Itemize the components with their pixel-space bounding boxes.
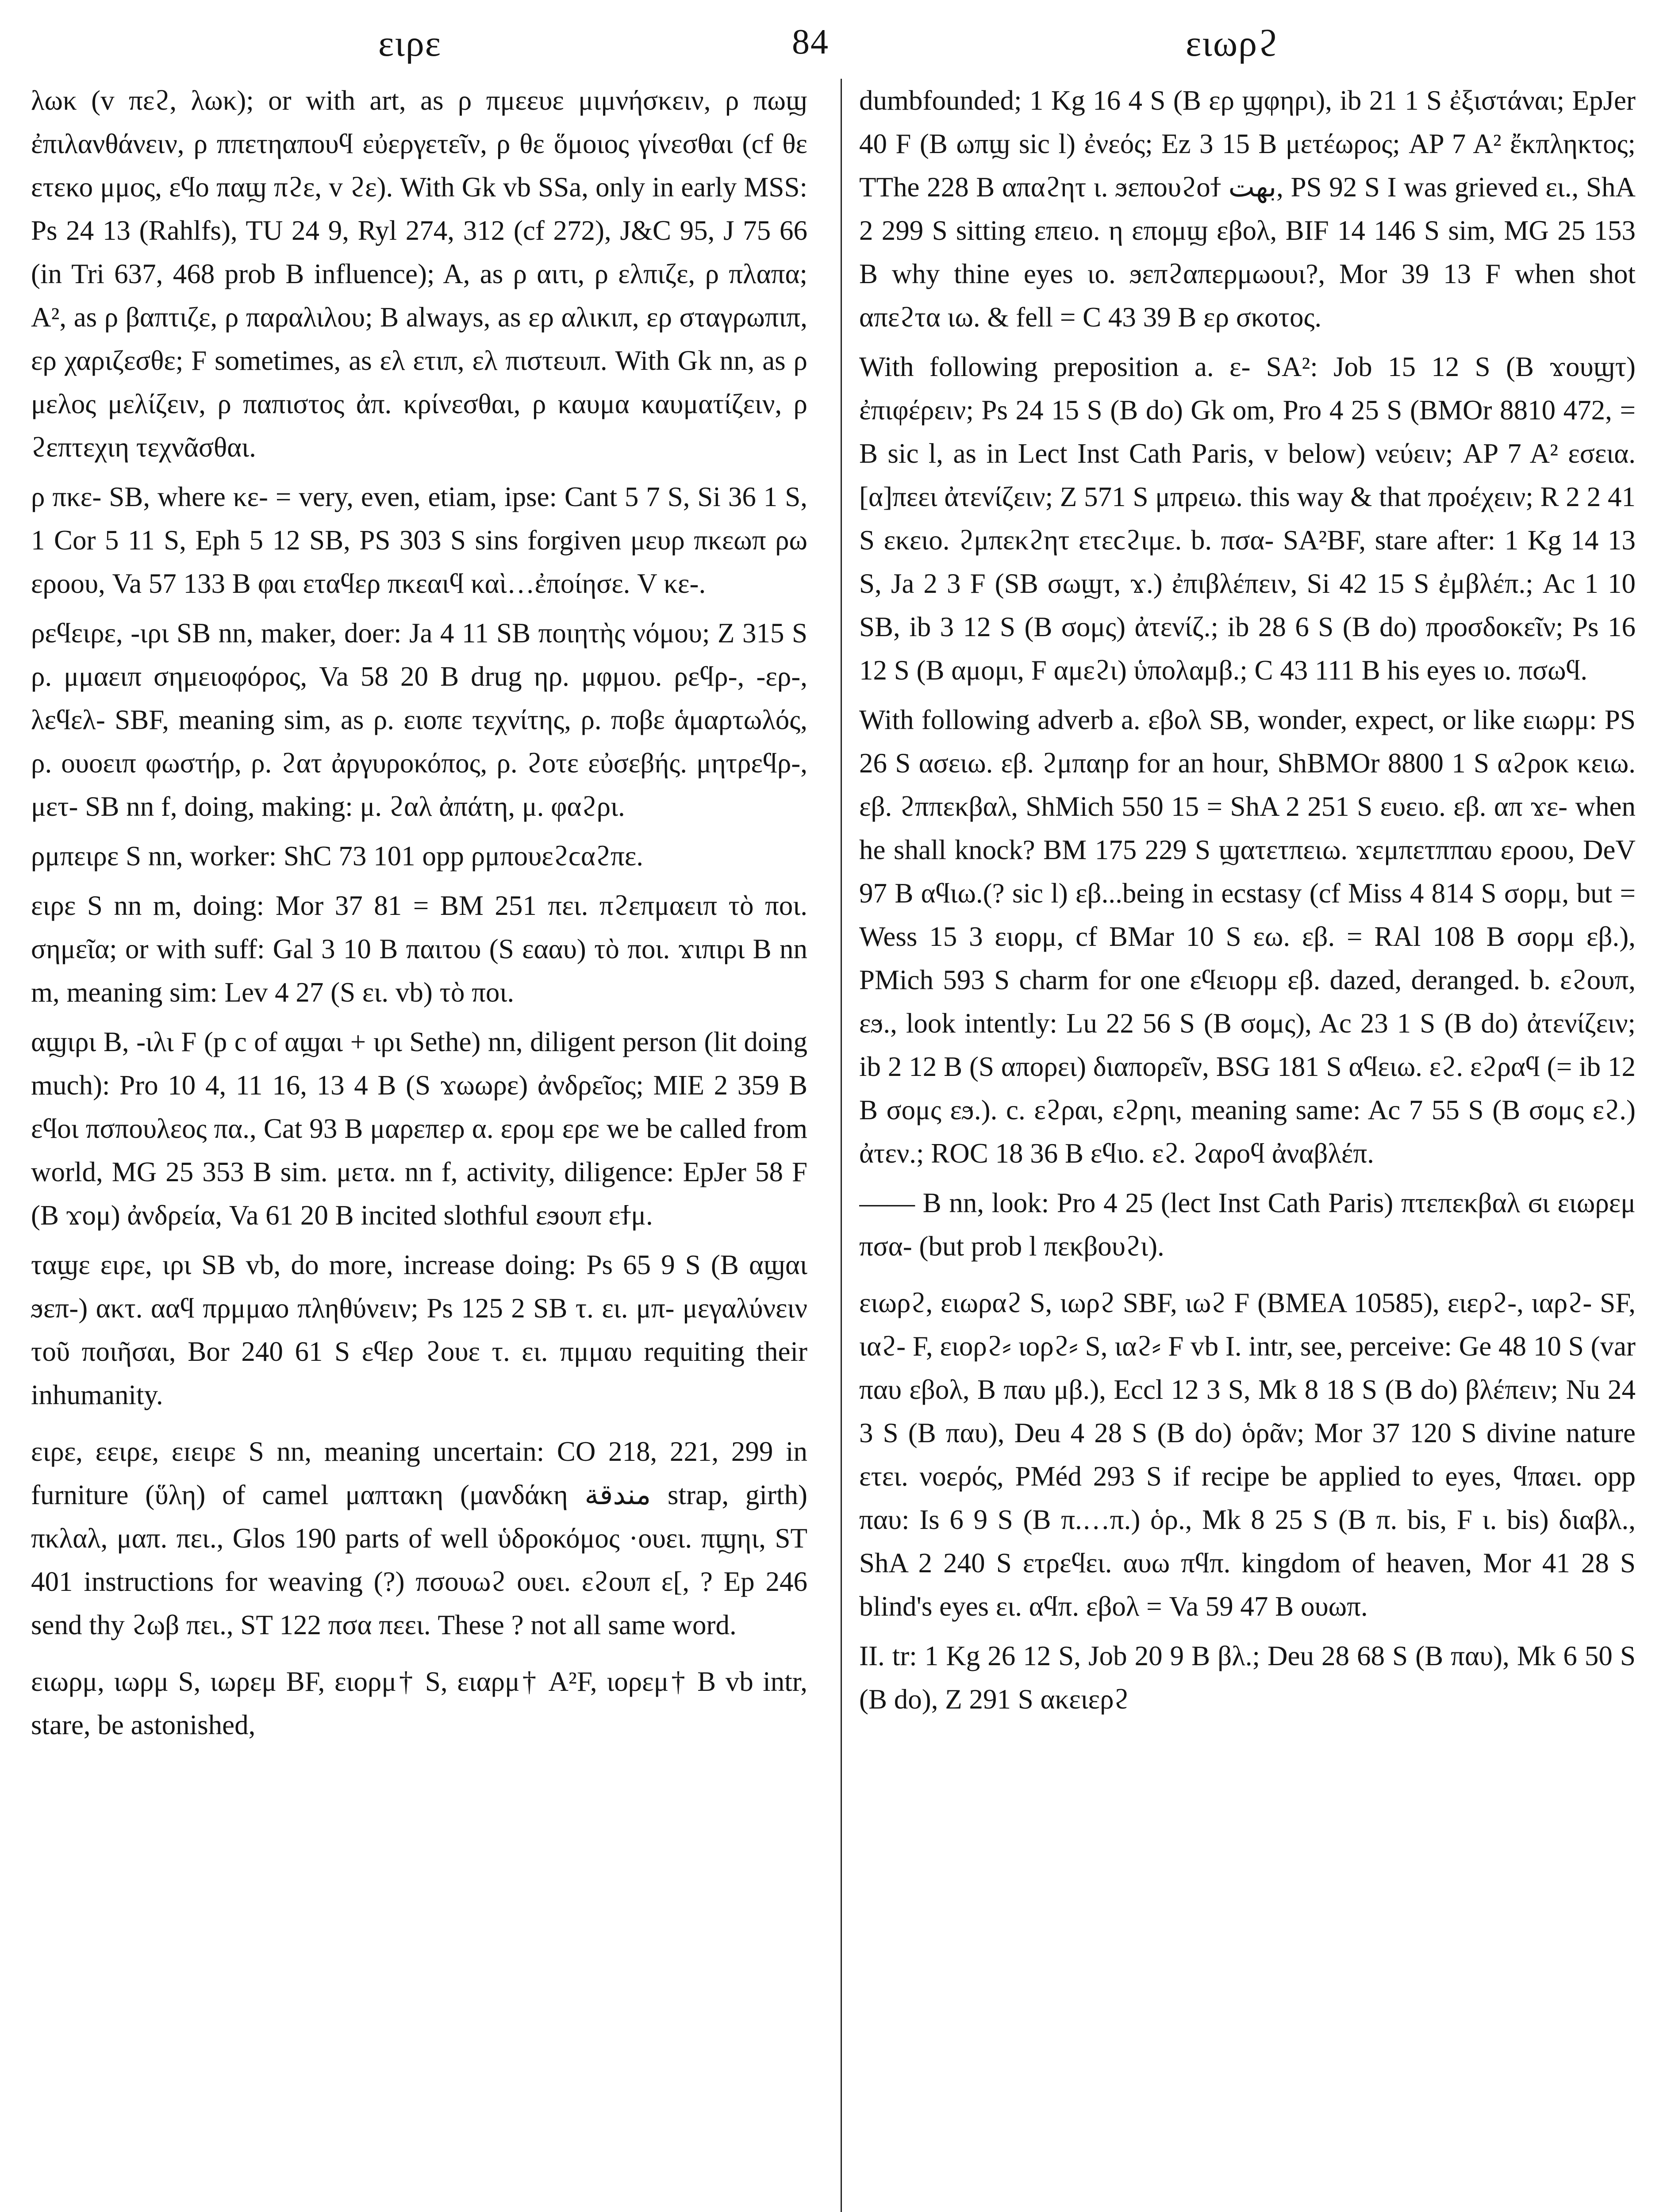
headword-entry-eire: ειρε, εειρε, εɪειρε S nn, meaning uncertain: CO 218, 221, 299 in furniture (ὕλη) of camel μαπτακη (μανδάκη ﻣﻨﺪﻗﺔ strap, girth) πκλαλ, μαπ. πει., Glos 190 parts of well ὑδροκόμος ·ουει. πϣηι, ST 401 instructions for weaving (?) πσουωϩ ουει. εϩουπ ε[, ? Ep 246 send thy ϩωβ πει., ST 122 πσα πεει. These ? not all same word.	[31, 1436, 807, 1640]
running-head-right: ειωρϩ	[1186, 23, 1279, 64]
entry-paragraph: ρμπειρε S nn, worker: ShC 73 101 opp ρμπουεϩϲαϩπε.	[31, 841, 644, 872]
page-number: 84	[792, 23, 829, 61]
entry-paragraph: αϣιρι B, -ιλι F (p c of αϣαι + ιρι Sethe) nn, diligent person (lit doing much): Pro 10 4, 11 16, 13 4 B (S ϫωωρε) ἀνδρεῖος; MIE 2 359 B εϥοι πσπουλεος πα., Cat 93 B μαρεπερ α. ερομ ερε we be called from world, MG 25 353 B sim. μετα. nn f, activity, diligence: EpJer 58 F (B ϫομ) ἀνδρεία, Va 61 20 B incited slothful εϧουπ εϯμ.	[31, 1026, 807, 1231]
left-column	[31, 79, 807, 2212]
entry-paragraph: ρ πκε- SB, where κε- = very, even, etiam, ipse: Cant 5 7 S, Si 36 1 S, 1 Cor 5 11 S, Eph 5 12 SB, PS 303 S sins forgiven μευρ πκεωπ ρω εροου, Va 57 133 B φαι εταϥερ πκεαιϥ καὶ…ἐποίησε. V κε-.	[31, 481, 807, 599]
entry-paragraph: ειρε S nn m, doing: Mor 37 81 = BM 251 πει. πϩεπμαειπ τὸ ποι. σημεῖα; or with suff: Gal 3 10 B παιτου (S εααυ) τὸ ποι. ϫιπιρι B nn m, meaning sim: Lev 4 27 (S ει. vb) τὸ ποι.	[31, 890, 807, 1008]
running-head-left: ειρε	[378, 23, 442, 64]
entry-paragraph: —— B nn, look: Pro 4 25 (lect Inst Cath Paris) πτεπεκβαλ ϭι ειωρεμ πσα- (but prob l πεκβουϩι).	[859, 1187, 1636, 1262]
column-divider	[841, 79, 842, 2212]
entry-paragraph: With following preposition a. ε- SA²: Job 15 12 S (B ϫουϣτ) ἐπιφέρειν; Ps 24 15 S (B do) Gk om, Pro 4 25 S (BMOr 8810 472, = B sic l, as in Lect Inst Cath Paris, v below) νεύειν; AP 7 A² εσεια. [α]πεει ἀτενίζειν; Z 571 S μπρειω. this way & that προέχειν; R 2 2 41 S εκειο. ϩμπεκϩητ ετεϲϩιμε. b. πσα- SA²BF, stare after: 1 Kg 14 13 S, Ja 2 3 F (SB σωϣτ, ϫ.) ἐπιβλέπειν, Si 42 15 S ἐμβλέπ.; Ac 1 10 SB, ib 3 12 S (B σομς) ἀτενίζ.; ib 28 6 S (B do) προσδοκεῖν; Ps 16 12 S (B αμομι, F αμεϩι) ὑπολαμβ.; C 43 111 B his eyes ιο. πσωϥ.	[859, 351, 1636, 686]
right-column	[859, 79, 1636, 2212]
entry-paragraph: λωκ (v πεϩ, λωκ); or with art, as ρ πμεευε μιμνήσκειν, ρ πωϣ ἐπιλανθάνειν, ρ ππετηαπουϥ εὐεργετεῖν, ρ θε ὅμοιος γίνεσθαι (cf θε ετεκο μμος, εϥο παϣ πϩε, v ϩε). With Gk vb SSa, only in early MSS: Ps 24 13 (Rahlfs), TU 24 9, Ryl 274, 312 (cf 272), J&C 95, J 75 66 (in Tri 637, 468 prob B influence); A, as ρ αιτι, ρ ελπιζε, ρ πλαπα; A², as ρ βαπτιζε, ρ παραλιλου; B always, as ερ αλικιπ, ερ σταγρωπιπ, ερ χαριζεσθε; F sometimes, as ελ ετιπ, ελ πιστευιπ. With Gk nn, as ρ μελος μελίζειν, ρ παπιστος ἀπ. κρίνεσθαι, ρ καυμα καυματίζειν, ρ ϩεπτεχιη τεχνᾶσθαι.	[31, 85, 807, 463]
entry-paragraph: ταϣε ειρε, ιρι SB vb, do more, increase doing: Ps 65 9 S (B αϣαι ϧεπ-) ακτ. ααϥ πρμμαο πληθύνειν; Ps 125 2 SB τ. ει. μπ- μεγαλύνειν τοῦ ποιῆσαι, Bor 240 61 S εϥερ ϩουε τ. ει. πμμαυ requiting their inhumanity.	[31, 1249, 807, 1410]
entry-paragraph: II. tr: 1 Kg 26 12 S, Job 20 9 B βλ.; Deu 28 68 S (B παυ), Mk 6 50 S (B do), Z 291 S ακειερϩ	[859, 1640, 1636, 1715]
headword-entry-eiorh: ειωρϩ, ειωραϩ S, ιωρϩ SBF, ιωϩ F (BMEA 10585), ειερϩ-, ιαρϩ- SF, ιαϩ- F, ειορϩ⸗ ιορϩ⸗ S, ιαϩ⸗ F vb I. intr, see, perceive: Ge 48 10 S (var παυ εβολ, B παυ μβ.), Eccl 12 3 S, Mk 8 18 S (B do) βλέπειν; Nu 24 3 S (B παυ), Deu 4 28 S (B do) ὁρᾶν; Mor 37 120 S divine nature ετει. νοερός, PMéd 293 S if recipe be applied to eyes, ϥπαει. opp παυ: Is 6 9 S (B π.…π.) ὁρ., Mk 8 25 S (B π. bis, F ι. bis) διαβλ., ShA 2 240 S ετρεϥει. αυω πϥπ. kingdom of heaven, Mor 41 28 S blind's eyes ει. αϥπ. εβολ = Va 59 47 B ουωπ.	[859, 1287, 1636, 1622]
entry-paragraph: dumbfounded; 1 Kg 16 4 S (B ερ ϣφηρι), ib 21 1 S ἐξιστάναι; EpJer 40 F (B ωπϣ sic l) ἐνεός; Ez 3 15 B μετέωρος; AP 7 A² ἔκπληκτος; TThe 228 B απαϩητ ι. ϧεπουϩοϯ ﺑﻬﺖ, PS 92 S I was grieved ει., ShA 2 299 S sitting επειο. η επομϣ εβολ, BIF 14 146 S sim, MG 25 153 B why thine eyes ιο. ϧεπϩαπερμωουι?, Mor 39 13 F when shot απεϩτα ιω. & fell = C 43 39 B ερ σκοτος.	[859, 85, 1636, 333]
entry-paragraph: With following adverb a. εβολ SB, wonder, expect, or like ειωρμ: PS 26 S ασειω. εβ. ϩμπαηρ for an hour, ShBMOr 8800 1 S αϩροκ κειω. εβ. ϩππεκβαλ, ShMich 550 15 = ShA 2 251 S ευειο. εβ. απ ϫε- when he shall knock? BM 175 229 S ϣατετπειω. ϫεμπετππαυ εροου, DeV 97 B αϥιω.(? sic l) εβ...being in ecstasy (cf Miss 4 814 S σορμ, but = Wess 15 3 ειορμ, cf BMar 10 S εω. εβ. = RAl 108 B σορμ εβ.), PMich 593 S charm for one εϥειορμ εβ. dazed, deranged. b. εϩουπ, εϧ., look intently: Lu 22 56 S (B σομς), Ac 23 1 S (B do) ἀτενίζειν; ib 2 12 B (S απορει) διαπορεῖν, BSG 181 S αϥειω. εϩ. εϩραϥ (= ib 12 B σομς εϧ.). c. εϩραι, εϩρηι, meaning same: Ac 7 55 S (B σομς εϩ.) ἀτεν.; ROC 18 36 B εϥιο. εϩ. ϩαροϥ ἀναβλέπ.	[859, 704, 1636, 1169]
entry-paragraph: ρεϥειρε, -ιρι SB nn, maker, doer: Ja 4 11 SB ποιητὴς νόμου; Z 315 S ρ. μμαειπ σημειοφόρος, Va 58 20 B drug ηρ. μφμου. ρεϥρ-, -ερ-, λεϥελ- SBF, meaning sim, as ρ. ειοπε τεχνίτης, ρ. ποβε ἁμαρτωλός, ρ. ουοειπ φωστήρ, ρ. ϩατ ἀργυροκόπος, ρ. ϩοτε εὐσεβής. μητρεϥρ-, μετ- SB nn f, doing, making: μ. ϩαλ ἀπάτη, μ. φαϩρι.	[31, 618, 807, 822]
headword-entry-eiorm: ειωρμ, ιωρμ S, ιωρεμ BF, ειορμ† S, ειαρμ† A²F, ιορεμ† B vb intr, stare, be astonished,	[31, 1666, 807, 1740]
